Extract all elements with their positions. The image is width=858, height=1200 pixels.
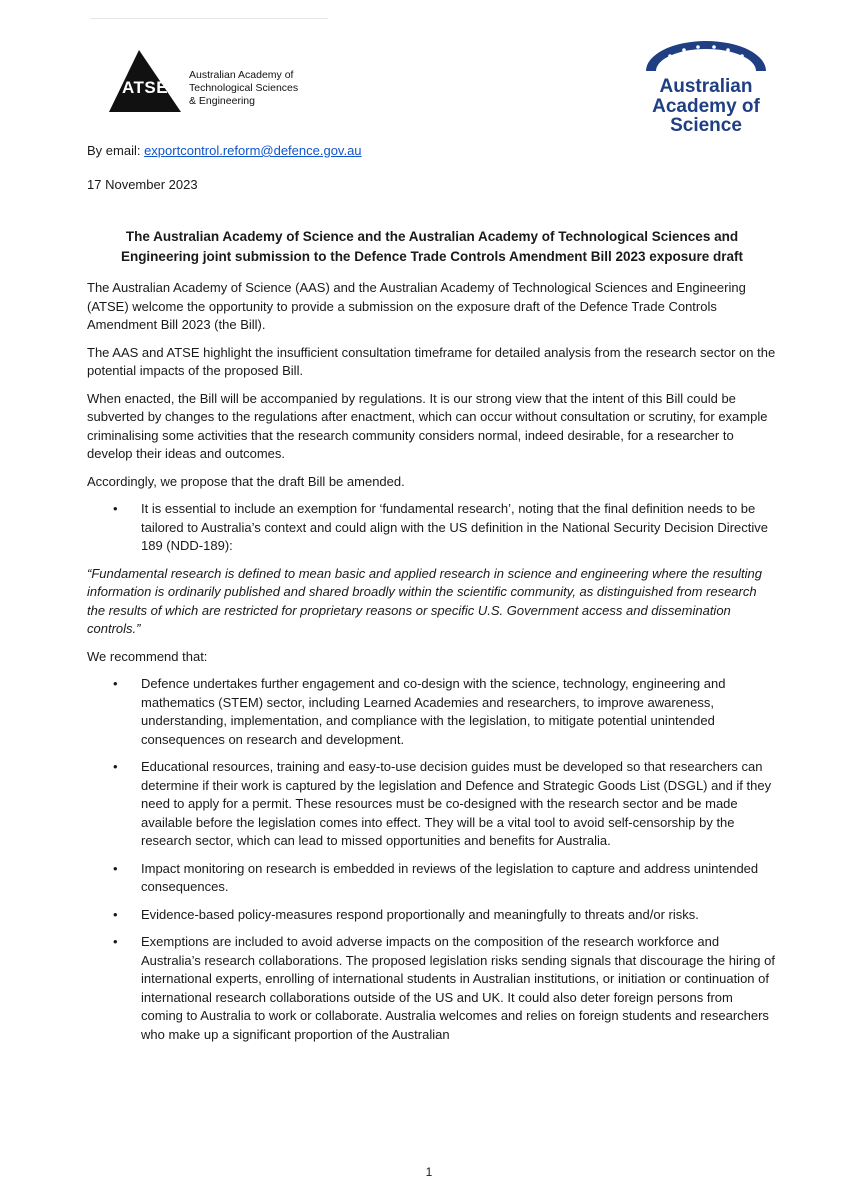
bullet-icon: • <box>113 759 118 774</box>
submission-title: The Australian Academy of Science and the Australian Academy of Technological Sciences and Engineering joint submission to the Defence Trade Controls Amendment Bill 2023 exposure draft <box>120 229 744 264</box>
bullet-icon: • <box>113 676 118 691</box>
aas-logo <box>636 37 776 137</box>
list-item: • It is essential to include an exemption for ‘fundamental research’, noting that the final definition needs to be tailored to Australia’s context and could align with the US definition in the National Security Decision Directive 189 (NDD-189): <box>113 501 768 553</box>
bullet-list-exemption <box>87 500 777 556</box>
paragraph: When enacted, the Bill will be accompanied by regulations. It is our strong view that the intent of this Bill could be subverted by changes to the regulations after enactment, which can occur without consultation or scrutiny, for example criminalising some activities that the research community considers normal, indeed desirable, for a researcher to develop their ideas and outcomes. <box>87 390 768 461</box>
paragraph: The AAS and ATSE highlight the insufficient consultation timeframe for detailed analysis from the research sector on the potential impacts of the proposed Bill. <box>87 344 776 378</box>
atse-name: Australian Academy of Technological Sciences & Engineering <box>189 69 299 107</box>
bullet-list-recommendations <box>87 675 777 1044</box>
email-line <box>87 142 777 161</box>
bullet-icon: • <box>113 906 118 922</box>
bullet-icon: • <box>113 501 118 516</box>
paragraph: The Australian Academy of Science (AAS) and the Australian Academy of Technological Sciences and Engineering (ATSE) welcome the opportunity to provide a submission on the exposure draft of the Defence Trade Controls Amendment Bill 2023 (the Bill). <box>87 280 746 332</box>
atse-logo <box>107 50 317 120</box>
nsdd-quote: “Fundamental research is defined to mean basic and applied research in science and engineering where the resulting information is ordinarily published and shared broadly within the scientific community, as distinguished from research the results of which are restricted for proprietary reasons or specific U.S. Government access and dissemination controls.” <box>87 565 762 636</box>
atse-mark-text: ATSE <box>121 78 169 97</box>
page-number: 1 <box>425 1165 433 1179</box>
aas-name: Australian Academy of Science <box>652 76 760 136</box>
paragraph: Accordingly, we propose that the draft Bill be amended. <box>87 473 405 489</box>
bullet-icon: • <box>113 934 118 949</box>
list-item: • Defence undertakes further engagement and co-design with the science, technology, engineering and mathematics (STEM) sector, including Learned Academies and researchers, to improve awareness, understanding, implementation, and compliance with the legislation, to mitigate potential unintended consequences on research and development. <box>113 676 726 747</box>
header-rule <box>90 18 328 19</box>
email-prefix: By email: <box>87 143 145 158</box>
document-body <box>87 142 777 1053</box>
letter-date: 17 November 2023 <box>87 176 198 192</box>
email-link[interactable]: exportcontrol.reform@defence.gov.au <box>144 143 362 158</box>
bullet-icon: • <box>113 860 118 876</box>
list-item: • Impact monitoring on research is embedded in reviews of the legislation to capture and address unintended consequences. <box>113 860 759 894</box>
list-item: • Exemptions are included to avoid adverse impacts on the composition of the research workforce and Australia’s research collaborations. The proposed legislation risks sending signals that discourage the hiring of international experts, enrolling of international students in Australian institutions, or initiation or continuation of international research collaborations outside of the US and UK. It could also deter foreign persons from coming to Australia to work or collaborate. Australia welcomes and relies on foreign students and researchers who make up a significant proportion of the Australian <box>113 934 775 1042</box>
recommend-intro: We recommend that: <box>87 648 208 664</box>
list-item: • Evidence-based policy-measures respond proportionally and meaningfully to threats and/or risks. <box>87 906 777 925</box>
aas-dome-icon <box>640 37 772 73</box>
list-item: • Educational resources, training and easy-to-use decision guides must be developed so that researchers can determine if their work is captured by the legislation and Defence and Strategic Goods List (DSGL) and if they need to apply for a permit. These resources must be co-designed with the research sector and be made available before the legislation comes into effect. They will be a vital tool to avoid self-censorship by the research sector, which can lead to missed opportunities and benefits for Australia. <box>113 759 772 848</box>
